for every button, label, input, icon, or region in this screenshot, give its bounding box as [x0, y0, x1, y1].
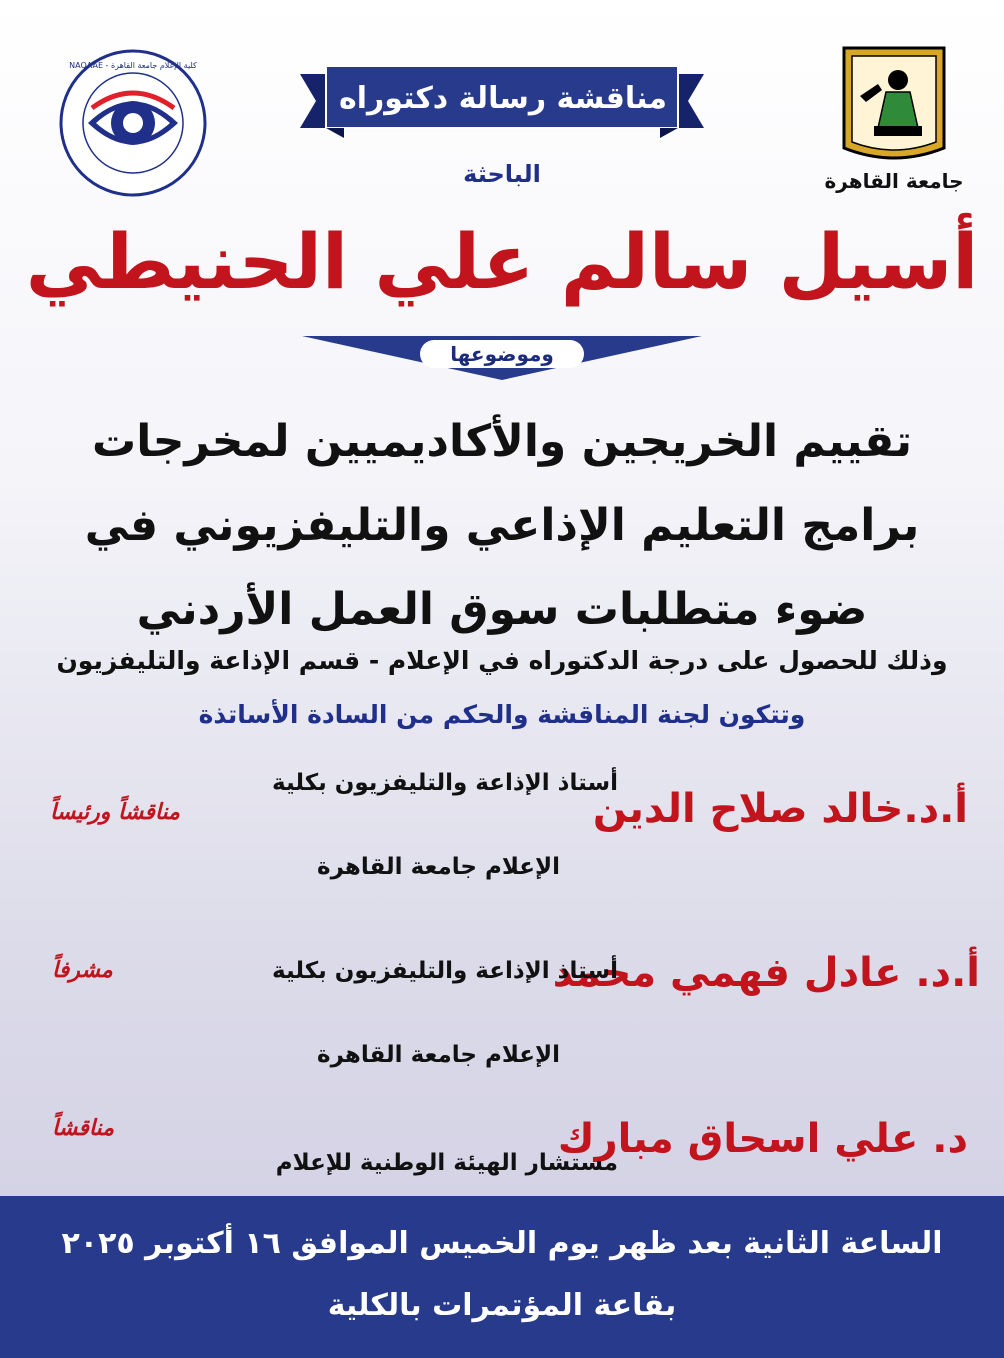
committee-member-name: أ.د. عادل فهمي محمد: [552, 950, 980, 996]
committee-member-affiliation: الإعلام جامعة القاهرة: [317, 1042, 560, 1068]
topic-label: وموضوعها: [420, 340, 584, 368]
committee-member-title: أستاذ الإذاعة والتليفزيون بكلية: [272, 958, 618, 984]
committee-member-role: مشرفاً: [52, 958, 113, 983]
footer-band: [0, 1196, 1004, 1358]
committee-intro: وتتكون لجنة المناقشة والحكم من السادة الأساتذة: [198, 700, 806, 729]
right-logo-text: جامعة القاهرة: [824, 169, 964, 193]
committee-member-name: أ.د.خالد صلاح الدين: [592, 786, 968, 832]
committee-member-title: مستشار الهيئة الوطنية للإعلام: [275, 1150, 618, 1176]
committee-member-role: مناقشاً ورئيساً: [50, 800, 180, 825]
event-time: الساعة الثانية بعد ظهر يوم الخميس الموافق ١٦ أكتوبر ٢٠٢٥: [61, 1226, 943, 1261]
degree-statement: وذلك للحصول على درجة الدكتوراه في الإعلام - قسم الإذاعة والتليفزيون: [56, 646, 948, 675]
researcher-label: الباحثة: [463, 160, 541, 188]
left-logo-text: كلية الإعلام جامعة القاهرة - NAQAAE: [69, 61, 197, 70]
header-banner-text: مناقشة رسالة دكتوراه: [339, 81, 667, 116]
event-venue: بقاعة المؤتمرات بالكلية: [327, 1288, 677, 1323]
committee-member-name: د. علي اسحاق مبارك: [557, 1116, 968, 1162]
researcher-name: أسيل سالم علي الحنيطي: [25, 217, 979, 306]
thesis-title-line: برامج التعليم الإذاعي والتليفزيوني في: [84, 500, 920, 551]
committee-member-role: مناقشاً: [52, 1116, 114, 1141]
thesis-title-line: ضوء متطلبات سوق العمل الأردني: [136, 584, 868, 635]
committee-member-title: أستاذ الإذاعة والتليفزيون بكلية: [272, 770, 618, 796]
thesis-title-line: تقييم الخريجين والأكاديميين لمخرجات: [91, 416, 912, 467]
thesis-title: [0, 400, 1004, 652]
committee-member-affiliation: الإعلام جامعة القاهرة: [317, 854, 560, 880]
